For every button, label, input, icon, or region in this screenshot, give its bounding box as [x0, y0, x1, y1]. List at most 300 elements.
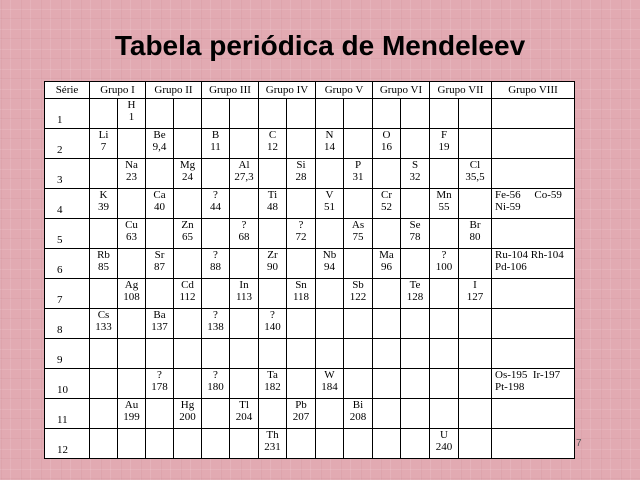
element-cell	[118, 99, 146, 129]
element-mass: 108	[123, 291, 140, 303]
element-mass: 7	[100, 141, 107, 153]
element-cell	[259, 189, 287, 219]
element-cell	[401, 309, 430, 339]
serie-cell	[45, 339, 90, 369]
element-symbol: Sr	[154, 249, 165, 261]
element-symbol: ?	[213, 369, 218, 381]
element-mass: 178	[151, 381, 168, 393]
serie-cell	[45, 279, 90, 309]
serie-number: 4	[57, 204, 63, 216]
element-cell	[430, 219, 459, 249]
element-cell	[316, 279, 344, 309]
element-mass: 65	[182, 231, 193, 243]
element-cell	[174, 99, 202, 129]
serie-number: 10	[57, 384, 68, 396]
element-cell	[259, 99, 287, 129]
periodic-table-container	[44, 81, 575, 459]
element-cell	[373, 429, 401, 459]
serie-cell	[45, 369, 90, 399]
element-symbol: ?	[157, 369, 162, 381]
element-cell	[202, 399, 230, 429]
element-mass: 207	[292, 411, 310, 423]
element-mass: 24	[182, 171, 193, 183]
periodic-table	[44, 81, 575, 459]
element-cell	[230, 159, 259, 189]
element-cell	[287, 429, 316, 459]
table-row	[45, 219, 575, 249]
grupo-viii-cell	[492, 99, 575, 129]
element-symbol: Ta	[267, 369, 278, 381]
element-symbol: Si	[296, 159, 306, 171]
element-mass: 44	[210, 201, 221, 213]
table-row	[45, 339, 575, 369]
element-symbol: ?	[213, 249, 218, 261]
element-cell	[344, 369, 373, 399]
element-mass: 88	[210, 261, 221, 273]
grupo-viii-line: Fe-56 Co-59	[495, 189, 562, 201]
grupo-viii-cell	[492, 219, 575, 249]
element-cell	[118, 189, 146, 219]
element-cell	[174, 279, 202, 309]
element-symbol: V	[325, 189, 334, 201]
element-cell	[430, 339, 459, 369]
element-cell	[373, 219, 401, 249]
element-cell	[259, 129, 287, 159]
element-cell	[430, 129, 459, 159]
element-cell	[259, 219, 287, 249]
serie-number: 2	[57, 144, 63, 156]
element-cell	[202, 219, 230, 249]
element-cell	[401, 99, 430, 129]
serie-cell	[45, 129, 90, 159]
element-cell	[373, 129, 401, 159]
element-cell	[316, 339, 344, 369]
element-cell	[373, 99, 401, 129]
element-cell	[230, 369, 259, 399]
element-cell	[430, 159, 459, 189]
serie-cell	[45, 429, 90, 459]
element-cell	[287, 309, 316, 339]
header-grupo-vi: Grupo VI	[373, 82, 430, 99]
element-cell	[316, 99, 344, 129]
element-mass: 28	[295, 171, 307, 183]
element-cell	[287, 189, 316, 219]
grupo-viii-cell	[492, 129, 575, 159]
table-row	[45, 189, 575, 219]
element-mass: 80	[469, 231, 481, 243]
serie-number: 8	[57, 324, 63, 336]
element-cell	[430, 369, 459, 399]
element-symbol: Ti	[267, 189, 278, 201]
element-mass: 204	[235, 411, 253, 423]
serie-number: 6	[57, 264, 63, 276]
element-symbol: I	[473, 279, 477, 291]
element-symbol: Na	[125, 159, 138, 171]
element-cell	[146, 99, 174, 129]
element-cell	[373, 189, 401, 219]
element-cell	[316, 159, 344, 189]
element-symbol: ?	[441, 249, 447, 261]
element-cell	[118, 159, 146, 189]
table-row	[45, 129, 575, 159]
element-symbol: Nb	[322, 249, 337, 261]
element-cell	[230, 399, 259, 429]
element-mass: 200	[179, 411, 196, 423]
element-cell	[401, 219, 430, 249]
element-cell	[146, 279, 174, 309]
element-cell	[459, 189, 492, 219]
serie-number: 9	[57, 354, 63, 366]
element-mass: 35,5	[465, 171, 485, 183]
element-symbol: Pb	[295, 399, 307, 411]
element-mass: 19	[438, 141, 450, 153]
element-mass: 133	[95, 321, 112, 333]
header-grupo-iii: Grupo III	[202, 82, 259, 99]
serie-cell	[45, 399, 90, 429]
element-mass: 180	[207, 381, 224, 393]
header-grupo-iv: Grupo IV	[259, 82, 316, 99]
element-cell	[430, 399, 459, 429]
element-cell	[430, 249, 459, 279]
page-number: 7	[576, 438, 582, 449]
element-mass: 32	[409, 171, 421, 183]
element-cell	[459, 99, 492, 129]
element-cell	[230, 129, 259, 159]
element-cell	[459, 129, 492, 159]
table-row	[45, 249, 575, 279]
element-cell	[344, 309, 373, 339]
element-symbol: Cd	[181, 279, 194, 291]
grupo-viii-line: Ru-104 Rh-104	[495, 249, 564, 261]
element-cell	[316, 219, 344, 249]
element-cell	[118, 249, 146, 279]
element-cell	[259, 369, 287, 399]
element-cell	[118, 369, 146, 399]
element-cell	[202, 159, 230, 189]
element-cell	[459, 399, 492, 429]
element-cell	[344, 159, 373, 189]
element-cell	[344, 99, 373, 129]
serie-cell	[45, 99, 90, 129]
element-cell	[373, 159, 401, 189]
element-symbol: Sb	[352, 279, 364, 291]
element-cell	[430, 99, 459, 129]
element-cell	[287, 339, 316, 369]
element-cell	[287, 369, 316, 399]
element-symbol: S	[411, 159, 419, 171]
element-cell	[344, 219, 373, 249]
element-cell	[401, 129, 430, 159]
element-cell	[90, 339, 118, 369]
element-cell	[344, 279, 373, 309]
element-symbol: P	[354, 159, 362, 171]
grupo-viii-line: Os-195 Ir-197	[495, 369, 561, 381]
element-symbol: In	[239, 279, 249, 291]
element-cell	[401, 369, 430, 399]
element-cell	[90, 99, 118, 129]
element-mass: 122	[349, 291, 367, 303]
element-symbol: W	[324, 369, 335, 381]
element-symbol: Br	[469, 219, 481, 231]
element-mass: 23	[126, 171, 137, 183]
element-cell	[146, 309, 174, 339]
element-mass: 12	[267, 141, 278, 153]
element-mass: 68	[238, 231, 250, 243]
element-cell	[230, 219, 259, 249]
element-symbol: C	[268, 129, 277, 141]
element-mass: 208	[349, 411, 367, 423]
element-symbol: B	[211, 129, 220, 141]
element-cell	[316, 249, 344, 279]
element-symbol: Au	[124, 399, 139, 411]
element-symbol: Cr	[381, 189, 392, 201]
serie-cell	[45, 309, 90, 339]
element-cell	[90, 369, 118, 399]
element-cell	[118, 219, 146, 249]
grupo-viii-cell	[492, 369, 575, 399]
element-cell	[202, 279, 230, 309]
element-cell	[146, 249, 174, 279]
element-cell	[259, 429, 287, 459]
serie-number: 1	[57, 114, 63, 126]
element-cell	[287, 129, 316, 159]
element-cell	[146, 129, 174, 159]
table-row	[45, 279, 575, 309]
serie-number: 3	[57, 174, 63, 186]
element-symbol: Ag	[124, 279, 139, 291]
element-cell	[344, 249, 373, 279]
grupo-viii-cell	[492, 159, 575, 189]
element-cell	[146, 339, 174, 369]
element-cell	[146, 159, 174, 189]
element-symbol: H	[127, 99, 136, 111]
element-cell	[259, 279, 287, 309]
element-cell	[146, 189, 174, 219]
element-symbol: Al	[238, 159, 250, 171]
element-mass: 128	[406, 291, 424, 303]
element-mass: 85	[98, 261, 109, 273]
element-cell	[459, 159, 492, 189]
table-row	[45, 159, 575, 189]
element-cell	[430, 189, 459, 219]
element-cell	[174, 249, 202, 279]
serie-number: 12	[57, 444, 68, 456]
element-cell	[287, 279, 316, 309]
element-cell	[118, 399, 146, 429]
element-cell	[344, 429, 373, 459]
element-mass: 40	[154, 201, 165, 213]
element-cell	[373, 249, 401, 279]
element-mass: 55	[438, 201, 450, 213]
element-cell	[230, 189, 259, 219]
element-symbol: Ba	[153, 309, 166, 321]
element-cell	[259, 309, 287, 339]
element-mass: 100	[435, 261, 453, 273]
element-mass: 52	[381, 201, 392, 213]
element-cell	[459, 279, 492, 309]
element-mass: 137	[151, 321, 168, 333]
grupo-viii-cell	[492, 249, 575, 279]
element-cell	[401, 279, 430, 309]
element-symbol: Rb	[97, 249, 110, 261]
element-cell	[118, 429, 146, 459]
element-symbol: Mg	[179, 159, 196, 171]
element-cell	[90, 249, 118, 279]
element-cell	[259, 249, 287, 279]
element-cell	[174, 129, 202, 159]
element-mass: 140	[264, 321, 281, 333]
element-cell	[202, 249, 230, 279]
element-cell	[118, 339, 146, 369]
element-cell	[118, 279, 146, 309]
element-cell	[146, 429, 174, 459]
element-cell	[90, 429, 118, 459]
element-mass: 16	[381, 141, 392, 153]
element-cell	[90, 399, 118, 429]
element-cell	[430, 429, 459, 459]
element-mass: 48	[267, 201, 278, 213]
header-grupo-i: Grupo I	[90, 82, 146, 99]
table-row	[45, 309, 575, 339]
element-cell	[174, 189, 202, 219]
element-mass: 78	[409, 231, 421, 243]
element-cell	[401, 429, 430, 459]
element-mass: 75	[352, 231, 364, 243]
element-cell	[316, 129, 344, 159]
grupo-viii-cell	[492, 339, 575, 369]
grupo-viii-cell	[492, 189, 575, 219]
element-cell	[174, 339, 202, 369]
element-cell	[90, 129, 118, 159]
grupo-viii-line: Ni-59	[495, 201, 521, 213]
element-cell	[90, 279, 118, 309]
element-cell	[316, 369, 344, 399]
element-cell	[202, 339, 230, 369]
element-mass: 96	[381, 261, 392, 273]
element-cell	[90, 189, 118, 219]
element-cell	[373, 309, 401, 339]
element-cell	[202, 129, 230, 159]
serie-cell	[45, 159, 90, 189]
element-cell	[174, 399, 202, 429]
element-cell	[287, 99, 316, 129]
table-row	[45, 429, 575, 459]
element-mass: 39	[98, 201, 109, 213]
element-cell	[174, 309, 202, 339]
element-mass: 112	[179, 291, 196, 303]
element-symbol: Zr	[267, 249, 278, 261]
element-symbol: Cu	[125, 219, 138, 231]
element-symbol: F	[440, 129, 448, 141]
element-symbol: Zn	[181, 219, 194, 231]
grupo-viii-line: Pd-106	[495, 261, 527, 273]
element-cell	[344, 339, 373, 369]
element-mass: 118	[292, 291, 310, 303]
element-cell	[287, 249, 316, 279]
element-cell	[373, 339, 401, 369]
element-symbol: Cl	[469, 159, 481, 171]
element-cell	[459, 429, 492, 459]
element-cell	[316, 399, 344, 429]
element-cell	[316, 429, 344, 459]
table-row	[45, 399, 575, 429]
table-row	[45, 369, 575, 399]
element-cell	[230, 429, 259, 459]
element-mass: 90	[267, 261, 278, 273]
element-mass: 14	[324, 141, 335, 153]
element-symbol: Ma	[379, 249, 394, 261]
element-mass: 138	[207, 321, 224, 333]
grupo-viii-cell	[492, 429, 575, 459]
element-cell	[118, 309, 146, 339]
element-mass: 184	[321, 381, 338, 393]
element-mass: 127	[466, 291, 484, 303]
header-serie: Série	[45, 82, 90, 99]
element-symbol: K	[99, 189, 108, 201]
element-cell	[174, 369, 202, 399]
element-cell	[373, 279, 401, 309]
element-cell	[316, 189, 344, 219]
element-mass: 1	[128, 111, 135, 123]
element-mass: 182	[264, 381, 281, 393]
element-cell	[146, 399, 174, 429]
element-cell	[287, 399, 316, 429]
element-cell	[90, 309, 118, 339]
element-cell	[202, 309, 230, 339]
element-symbol: Bi	[352, 399, 364, 411]
element-mass: 27,3	[234, 171, 254, 183]
header-grupo-v: Grupo V	[316, 82, 373, 99]
header-grupo-ii: Grupo II	[146, 82, 202, 99]
element-symbol: N	[325, 129, 334, 141]
element-cell	[230, 339, 259, 369]
slide-title: Tabela periódica de Mendeleev	[114, 30, 526, 61]
element-symbol: O	[382, 129, 391, 141]
element-symbol: Li	[98, 129, 109, 141]
header-grupo-viii: Grupo VIII	[492, 82, 575, 99]
element-cell	[174, 429, 202, 459]
serie-cell	[45, 249, 90, 279]
element-cell	[230, 99, 259, 129]
element-cell	[459, 309, 492, 339]
element-cell	[202, 99, 230, 129]
element-cell	[230, 279, 259, 309]
element-cell	[430, 309, 459, 339]
element-cell	[401, 249, 430, 279]
element-mass: 63	[126, 231, 137, 243]
header-row	[45, 82, 575, 99]
element-cell	[118, 129, 146, 159]
element-cell	[373, 399, 401, 429]
element-cell	[459, 249, 492, 279]
element-cell	[401, 399, 430, 429]
element-mass: 31	[352, 171, 364, 183]
element-mass: 51	[324, 201, 335, 213]
element-cell	[344, 189, 373, 219]
element-symbol: As	[351, 219, 365, 231]
element-cell	[146, 219, 174, 249]
element-mass: 240	[435, 441, 453, 453]
element-cell	[287, 159, 316, 189]
grupo-viii-cell	[492, 399, 575, 429]
element-cell	[373, 369, 401, 399]
header-grupo-vii: Grupo VII	[430, 82, 492, 99]
serie-number: 11	[57, 414, 68, 426]
element-mass: 9,4	[152, 141, 167, 153]
element-cell	[202, 429, 230, 459]
element-symbol: Ca	[153, 189, 166, 201]
element-cell	[90, 159, 118, 189]
